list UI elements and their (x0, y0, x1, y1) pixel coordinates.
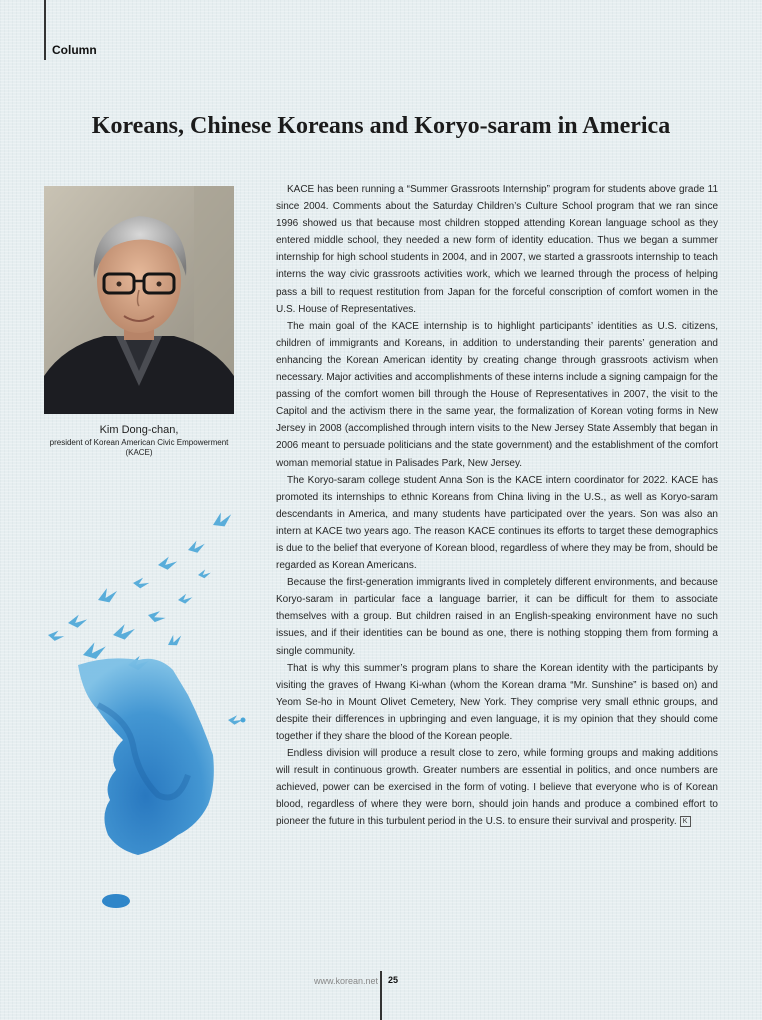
article-body (276, 181, 718, 831)
section-label: Column (52, 43, 97, 57)
article-title: Koreans, Chinese Koreans and Koryo-saram in America (91, 113, 671, 139)
paragraph-2: The main goal of the KACE internship is to highlight participants’ identities as U.S. citizens, children of immigrants and Koreans, in addition to understanding their parents’ generation and enhancing the Korean American identity by creating change through grassroots activism when necessary. Major activities and accomplishments of these interns include a signing campaign for the passing of the comfort women bill through the House of Representatives in 2007, the visit to the Capitol and the activism there in the same year, the formalization of Korean voting forms in New Jersey in 2008 (accomplished through intern visits to the New Jersey State Assembly that began in 2006 meant to persuade politicians and the state government) and the establishment of the comfort woman memorial statue in Palisades Park, New Jersey. (276, 320, 718, 469)
caption-name: Kim Dong-chan, (99, 424, 179, 436)
footer-url: www.korean.net (313, 976, 378, 986)
korea-map-birds-illustration (38, 505, 278, 920)
top-rule (44, 0, 46, 60)
paragraph-1: KACE has been running a “Summer Grassroots Internship” program for students above grade 11 since 2004. Comments about the Saturday Children’s Culture School program that we ran since 1996 showed us that because most children stopped attending Korean language school as they entered middle school, they needed a new form of identity education. Thus we began a summer internship for high school students in 2004, and in 2007, we started a grassroots internship to teach interns the way civic grassroots activities work, which we learned through the process of helping pass a bill to request restitution from Japan for the forceful conscription of comfort women in the U.S. House of Representatives. (276, 184, 718, 315)
paragraph-6 (276, 745, 718, 830)
korea-net-end-mark-icon: K (680, 816, 691, 827)
photo-caption (44, 424, 234, 458)
caption-role: president of Korean American Civic Empowerment (KACE) (49, 438, 229, 457)
paragraph-6-text: Endless division will produce a result close to zero, while forming groups and making additions will result in continuous growth. Greater numbers are essential in politics, and once numbers are achieved, power can be exercised in the form of voting. I believe that everyone who is of Korean blood, regardless of where they were born, should join hands and produce a combined effort to pioneer the future in this turbulent period in the U.S. to ensure their survival and prosperity. (276, 748, 718, 828)
portrait-photo (44, 186, 234, 414)
paragraph-3: The Koryo-saram college student Anna Son is the KACE intern coordinator for 2022. KACE has promoted its internships to ethnic Koreans from China living in the U.S., as well as Koryo-saram descendants in America, and many students have participated over the years. Son was also an intern at KACE two years ago. The reason KACE continues its efforts to target these demographics is due to the belief that everyone of Korean blood, regardless of where they may be from, should be regarded as Korean Americans. (276, 474, 718, 572)
footer-rule (380, 971, 382, 1020)
paragraph-5: That is why this summer’s program plans to share the Korean identity with the participants by visiting the graves of Hwang Ki-whan (whom the Korean drama “Mr. Sunshine” is based on) and Yeom Se-ho in Mount Olivet Cemetery, New York. They comprise very small ethnic groups, and despite their differences in upbringing and even language, it is my opinion that they should come together if they share the blood of the Korean people. (276, 662, 718, 742)
page-number: 25 (388, 975, 399, 985)
paragraph-4: Because the first-generation immigrants lived in completely different environments, and because Koryo-saram in particular face a language barrier, it can be difficult for them to associate themselves with a group. But children raised in an English-speaking environment have no such issues, and if their identities can be bound as one, there is nothing stopping them from forming a single community. (276, 577, 718, 657)
